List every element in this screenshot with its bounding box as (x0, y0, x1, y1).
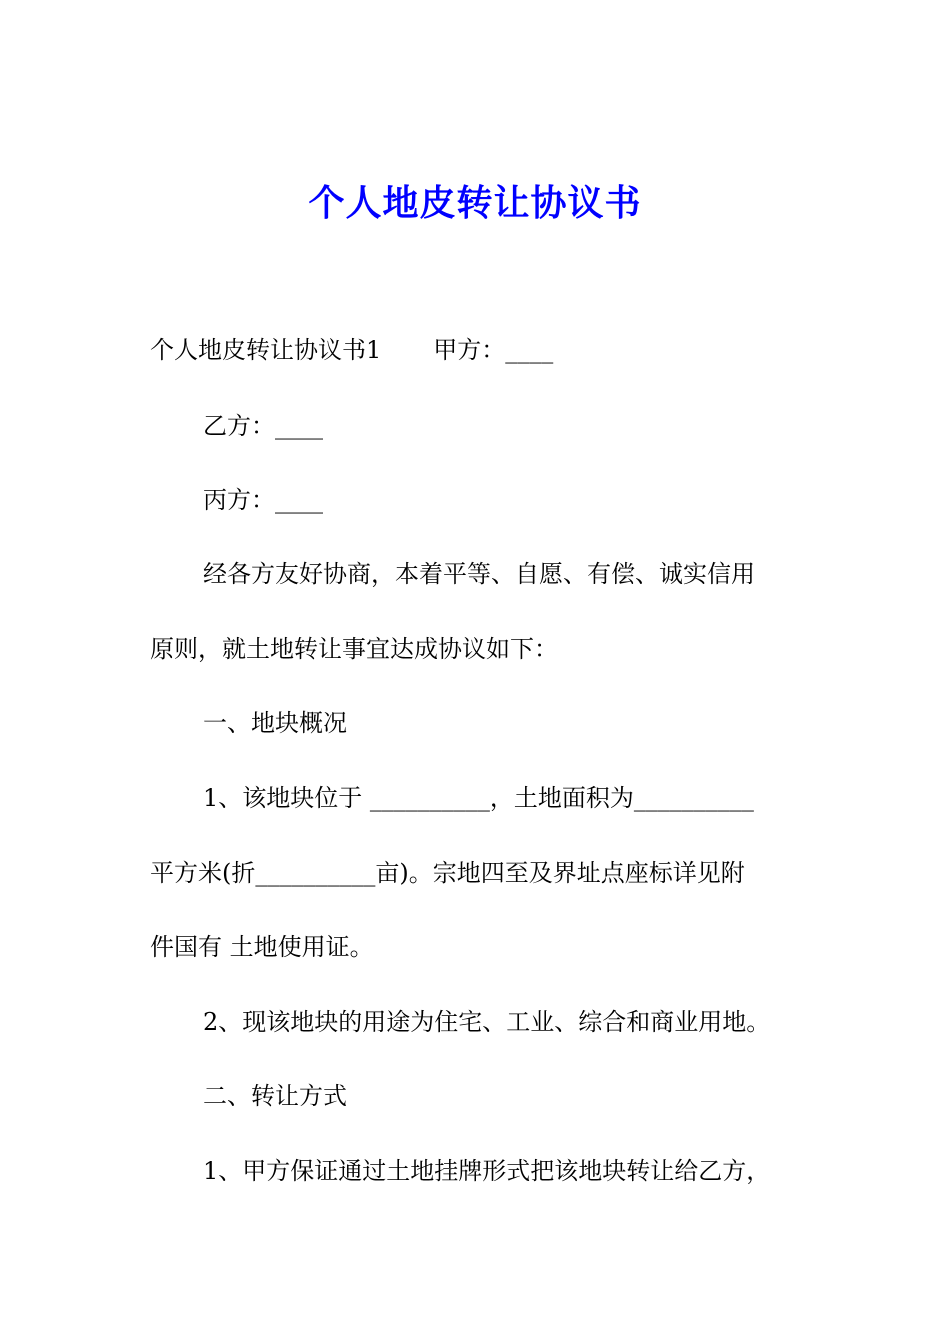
document-title: 个人地皮转让协议书 (308, 182, 642, 224)
item-1-line-3: 件国有 土地使用证。 (150, 933, 374, 961)
intro-paragraph-line-2: 原则，就土地转让事宜达成协议如下： (150, 635, 558, 663)
section-2-heading: 二、转让方式 (203, 1082, 347, 1110)
party-b-line: 乙方：____ (203, 412, 323, 440)
item-2-line: 2、现该地块的用途为住宅、工业、综合和商业用地。 (203, 1008, 771, 1036)
heading-label: 个人地皮转让协议书1 (150, 336, 382, 364)
item-1-line-2: 平方米(折__________亩)。宗地四至及界址点座标详见附 (150, 859, 745, 887)
intro-paragraph-line-1: 经各方友好协商，本着平等、自愿、有偿、诚实信用 (203, 560, 755, 588)
section-1-heading: 一、地块概况 (203, 709, 347, 737)
item-1-line-1: 1、该地块位于 __________，土地面积为__________ (203, 784, 754, 812)
party-c-line: 丙方：____ (203, 486, 323, 514)
transfer-item-1-line: 1、甲方保证通过土地挂牌形式把该地块转让给乙方， (203, 1157, 771, 1185)
heading-line (150, 332, 810, 368)
party-a-line: 甲方：____ (433, 336, 554, 364)
